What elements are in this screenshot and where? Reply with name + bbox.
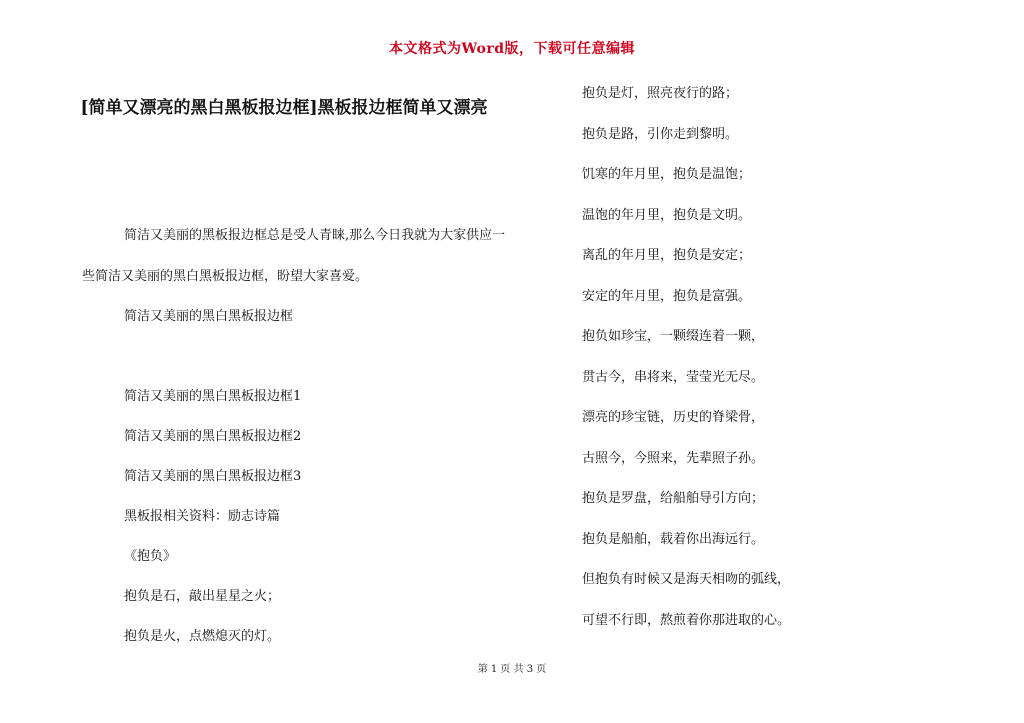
poem-line: 漂亮的珍宝链，历史的脊梁骨， <box>582 410 765 425</box>
poem-line: 可望不行即，熬煎着你那进取的心。 <box>582 612 791 628</box>
left-column <box>82 215 512 657</box>
poem-line: 但抱负有时候又是海天相吻的弧线， <box>582 572 791 587</box>
poem-line: 抱负是灯，照亮夜行的路； <box>582 86 739 101</box>
list-item: 简洁又美丽的黑白黑板报边框3 <box>124 469 302 484</box>
list-item: 简洁又美丽的黑白黑板报边框1 <box>124 389 302 404</box>
subheading: 简洁又美丽的黑白黑板报边框 <box>124 309 294 324</box>
document-banner: 本文格式为Word版，下载可任意编辑 <box>388 41 636 57</box>
poem-line: 抱负是火，点燃熄灭的灯。 <box>124 629 281 644</box>
poem-line: 抱负是船舶，载着你出海远行。 <box>582 531 765 547</box>
list-item: 黑板报相关资料：励志诗篇 <box>124 509 281 524</box>
blank-line <box>82 337 512 377</box>
poem-line: 抱负是路，引你走到黎明。 <box>582 126 739 142</box>
poem-line: 贯古今，串将来，莹莹光无尽。 <box>582 369 765 385</box>
poem-line: 抱负如珍宝，一颗缀连着一颗， <box>582 329 765 344</box>
document-title: [简单又漂亮的黑白黑板报边框]黑板报边框简单又漂亮 <box>80 98 488 118</box>
right-column <box>582 74 982 641</box>
poem-line: 离乱的年月里，抱负是安定； <box>582 248 752 263</box>
poem-line: 古照今，今照来，先辈照子孙。 <box>582 450 765 466</box>
poem-title: 《抱负》 <box>124 549 177 564</box>
poem-line: 抱负是石，敲出星星之火； <box>124 589 281 604</box>
poem-line: 抱负是罗盘，给船舶导引方向； <box>582 491 765 506</box>
poem-line: 饥寒的年月里，抱负是温饱； <box>582 167 752 182</box>
poem-line: 安定的年月里，抱负是富强。 <box>582 288 752 304</box>
intro-paragraph: 简洁又美丽的黑板报边框总是受人青睐,那么今日我就为大家供应一些简洁又美丽的黑白黑板报边框，盼望大家喜爱。 <box>82 228 506 284</box>
page-footer: 第 1 页 共 3 页 <box>477 664 547 675</box>
poem-line: 温饱的年月里，抱负是文明。 <box>582 207 752 223</box>
list-item: 简洁又美丽的黑白黑板报边框2 <box>124 429 302 444</box>
